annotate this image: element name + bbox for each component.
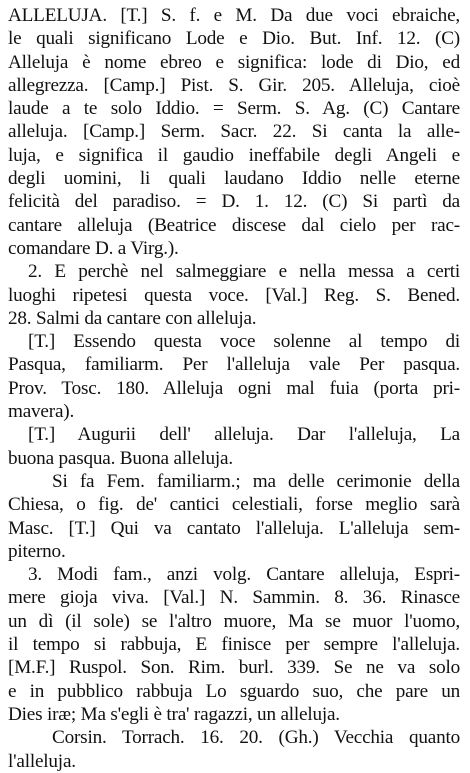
entry-line-28: il tempo si rabbuja, E finisce per sempre l'alleluja. [8, 634, 460, 656]
dictionary-entry-alleluja [8, 4, 460, 773]
entry-line-10: cantare alleluja (Beatrice discese dal cielo per rac- [8, 214, 460, 236]
entry-line-4: allegrezza. [Camp.] Pist. S. Gir. 205. Alleluja, cioè [8, 74, 460, 96]
entry-line-32: Corsin. Torrach. 16. 20. (Gh.) Vecchia quanto [52, 727, 460, 749]
entry-line-18: mavera). [8, 401, 75, 423]
entry-line-26: mere gioja viva. [Val.] N. Sammin. 8. 36. Rinasce [8, 587, 460, 609]
entry-line-23: Masc. [T.] Qui va cantato l'alleluja. L'alleluja sem- [8, 517, 460, 539]
entry-line-6: alleluja. [Camp.] Serm. Sacr. 22. Si canta la alle- [8, 121, 460, 143]
entry-line-14: 28. Salmi da cantare con alleluja. [8, 307, 257, 329]
entry-line-21: Si fa Fem. familiarm.; ma delle cerimonie della [52, 470, 460, 492]
entry-line-30: e in pubblico rabbuja Lo sguardo suo, che pare un [8, 680, 460, 702]
entry-line-24: piterno. [8, 540, 66, 562]
entry-line-2: le quali significano Lode e Dio. But. Inf. 12. (C) [8, 28, 460, 50]
entry-line-22: Chiesa, o fig. de' cantici celestiali, forse meglio sarà [8, 494, 460, 516]
entry-line-27: un dì (il sole) se l'altro muore, Ma se muor l'uomo, [8, 610, 460, 632]
entry-line-9: felicità del paradiso. = D. 1. 12. (C) Si partì da [8, 191, 460, 213]
entry-line-31: Dies iræ; Ma s'egli è tra' ragazzi, un alleluja. [8, 703, 340, 725]
entry-line-8: degli uomini, li quali laudano Iddio nelle eterne [8, 168, 460, 190]
entry-line-20: buona pasqua. Buona alleluja. [8, 447, 233, 469]
entry-line-12: 2. E perchè nel salmeggiare e nella messa a certi [28, 261, 460, 283]
entry-line-7: luja, e significa il gaudio ineffabile degli Angeli e [8, 144, 460, 166]
entry-line-3: Alleluja è nome ebreo e significa: lode di Dio, ed [8, 51, 460, 73]
entry-line-17: Prov. Tosc. 180. Alleluja ogni mal fuia (porta pri- [8, 377, 460, 399]
entry-line-1: ALLELUJA. [T.] S. f. e M. Da due voci ebraiche, [8, 5, 460, 26]
entry-line-16: Pasqua, familiarm. Per l'alleluja vale Per pasqua. [8, 354, 460, 376]
entry-line-5: laude a te solo Iddio. = Serm. S. Ag. (C) Cantare [8, 98, 460, 120]
entry-line-15: [T.] Essendo questa voce solenne al tempo di [28, 331, 460, 353]
entry-line-33: l'alleluja. [8, 750, 76, 772]
entry-line-25: 3. Modi fam., anzi volg. Cantare alleluja, Espri- [28, 564, 460, 586]
entry-line-13: luoghi ripetesi questa voce. [Val.] Reg. S. Bened. [8, 284, 460, 306]
entry-line-11: comandare D. a Virg.). [8, 237, 179, 259]
entry-line-29: [M.F.] Ruspol. Son. Rim. burl. 339. Se ne va solo [8, 657, 460, 679]
entry-line-19: [T.] Augurii dell' alleluja. Dar l'alleluja, La [28, 424, 460, 446]
